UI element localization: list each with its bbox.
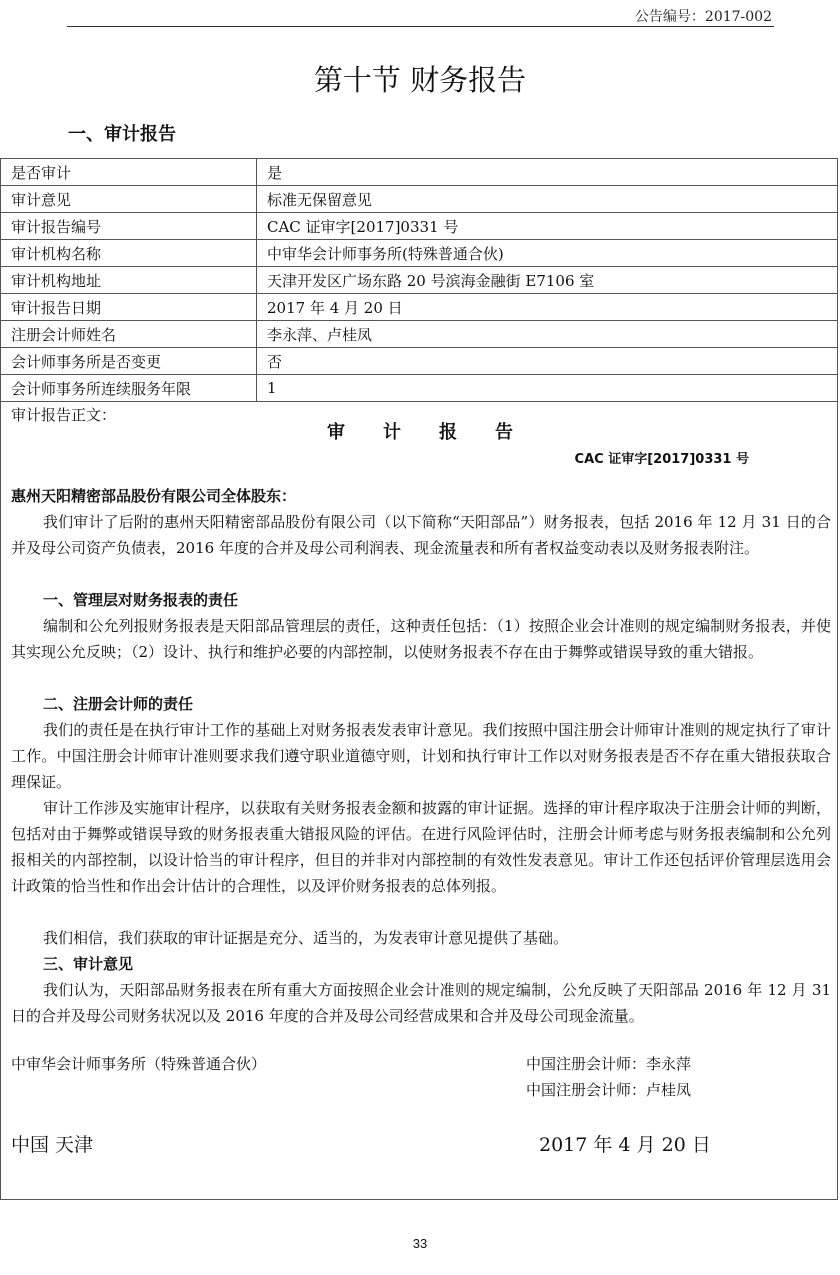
- info-key: 审计报告编号: [1, 213, 257, 240]
- report-title: 审计报告: [327, 422, 551, 443]
- report-addressee: 惠州天阳精密部品股份有限公司全体股东：: [11, 487, 297, 505]
- report-body: [1, 402, 837, 1219]
- info-key: 审计意见: [1, 186, 257, 213]
- table-row: [1, 186, 837, 213]
- section-title: [11, 587, 831, 613]
- table-row: [1, 321, 837, 348]
- info-value: 否: [257, 348, 838, 375]
- page-title: 第十节 财务报告: [313, 63, 527, 97]
- info-key: 审计机构地址: [1, 267, 257, 294]
- header-divider: [67, 26, 774, 27]
- info-value: 李永萍、卢桂凤: [257, 321, 838, 348]
- info-value: 2017 年 4 月 20 日: [257, 294, 838, 321]
- table-row: [1, 240, 837, 267]
- table-row: [1, 375, 837, 402]
- audit-firm: 中审华会计师事务所（特殊普通合伙）: [11, 1055, 267, 1073]
- info-value: CAC 证审字[2017]0331 号: [257, 213, 838, 240]
- cpa-signature-1: 中国注册会计师：李永萍: [526, 1055, 692, 1073]
- info-key: 审计机构名称: [1, 240, 257, 267]
- audit-info-table: [1, 159, 837, 402]
- section3-text: 我们认为，天阳部品财务报表在所有重大方面按照企业会计准则的规定编制，公允反映了天阳部品 2016 年 12 月 31 日的合并及母公司财务状况以及 2016 年度的合并及母公司经营成果和合并及母公司现金流量。: [11, 981, 831, 1025]
- info-value: 标准无保留意见: [257, 186, 838, 213]
- section2-paragraph-3: 我们相信，我们获取的审计证据是充分、适当的，为发表审计意见提供了基础。: [43, 929, 569, 947]
- section2-paragraph-2: 审计工作涉及实施审计程序，以获取有关财务报表金额和披露的审计证据。选择的审计程序取决于注册会计师的判断，包括对由于舞弊或错误导致的财务报表重大错报风险的评估。在进行风险评估时，注册会计师考虑与财务报表编制和公允列报相关的内部控制，以设计恰当的审计程序，但目的并非对内部控制的有效性发表意见。审计工作还包括评价管理层选用会计政策的恰当性和作出会计估计的合理性，以及评价财务报表的总体列报。: [11, 799, 831, 895]
- announcement-number: 公告编号：2017-002: [634, 9, 772, 25]
- info-key: 是否审计: [1, 159, 257, 186]
- table-row: [1, 348, 837, 375]
- page-number: 33: [412, 1236, 428, 1251]
- section3-title: 三、审计意见: [43, 955, 134, 973]
- report-location: 中国 天津: [11, 1134, 94, 1156]
- cpa-signature-2: 中国注册会计师：卢桂凤: [526, 1081, 692, 1099]
- report-number: CAC 证审字[2017]0331 号: [574, 452, 749, 467]
- section-heading: 一、审计报告: [68, 124, 176, 145]
- info-key: 审计报告日期: [1, 294, 257, 321]
- table-row: [1, 294, 837, 321]
- info-key: 注册会计师姓名: [1, 321, 257, 348]
- info-value: 1: [257, 375, 838, 402]
- info-value: 天津开发区广场东路 20 号滨海金融街 E7106 室: [257, 267, 838, 294]
- section-title: [11, 691, 831, 717]
- table-row: [1, 159, 837, 186]
- report-intro: 我们审计了后附的惠州天阳精密部品股份有限公司（以下简称“天阳部品”）财务报表，包括 2016 年 12 月 31 日的合并及母公司资产负债表，2016 年度的合并及母公司利润表、现金流量表和所有者权益变动表以及财务报表附注。: [11, 513, 831, 557]
- table-row: [1, 267, 837, 294]
- section2-paragraph-1: 我们的责任是在执行审计工作的基础上对财务报表发表审计意见。我们按照中国注册会计师审计准则的规定执行了审计工作。中国注册会计师审计准则要求我们遵守职业道德守则，计划和执行审计工作以对财务报表是否不存在重大错报获取合理保证。: [11, 721, 831, 791]
- section1-title: 一、管理层对财务报表的责任: [43, 591, 239, 609]
- info-key: 会计师事务所是否变更: [1, 348, 257, 375]
- section-title: [11, 951, 831, 977]
- info-value: 中审华会计师事务所(特殊普通合伙): [257, 240, 838, 267]
- table-row: [1, 213, 837, 240]
- audit-report-frame: [0, 158, 838, 1200]
- report-body-label: 审计报告正文：: [11, 406, 117, 424]
- info-key: 会计师事务所连续服务年限: [1, 375, 257, 402]
- info-value: 是: [257, 159, 838, 186]
- section1-text: 编制和公允列报财务报表是天阳部品管理层的责任，这种责任包括：（1）按照企业会计准则的规定编制财务报表，并使其实现公允反映；（2）设计、执行和维护必要的内部控制，以使财务报表不存在由于舞弊或错误导致的重大错报。: [11, 617, 831, 661]
- report-date: 2017 年 4 月 20 日: [539, 1134, 711, 1156]
- section2-title: 二、注册会计师的责任: [43, 695, 194, 713]
